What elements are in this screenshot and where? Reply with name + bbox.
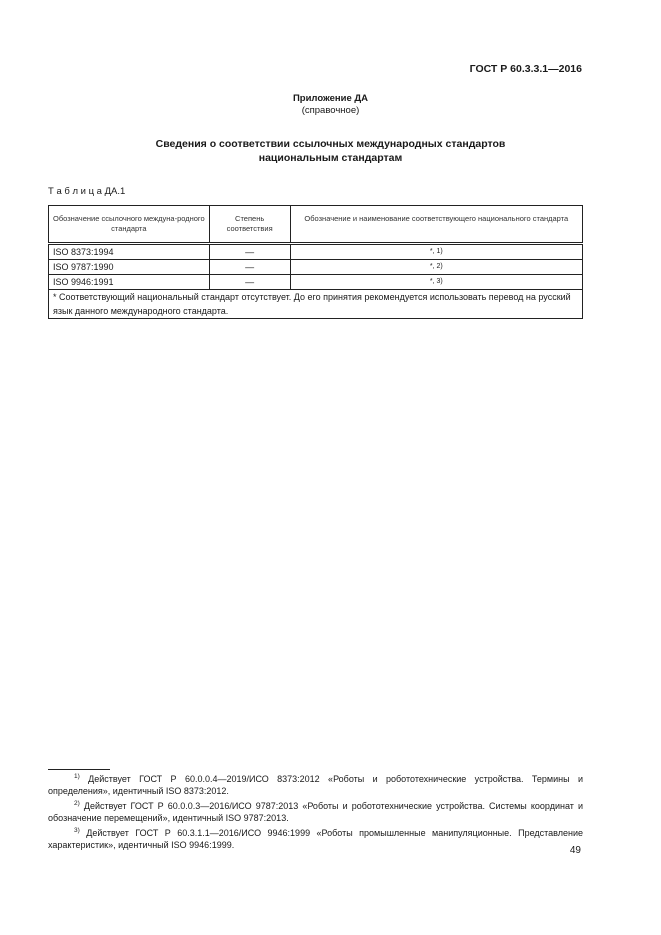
table-footnote-row (49, 290, 583, 319)
page-number: 49 (569, 845, 581, 856)
section-title-line1: Сведения о соответствии ссылочных международных стандартов (155, 138, 506, 150)
table-footnote: * Соответствующий национальный стандарт отсутствует. До его принятия рекомендуется использовать перевод на русский язык данного международного стандарта. (49, 290, 583, 319)
table-row (49, 244, 583, 260)
section-title (0, 137, 661, 165)
footnote-item (48, 771, 583, 797)
footnote-mark: 3) (74, 827, 80, 834)
header-degree: Степень соответствия (209, 206, 290, 244)
cell-national: *, 3) (290, 275, 582, 290)
cell-national: *, 2) (290, 260, 582, 275)
footnote-item (48, 825, 583, 851)
document-code: ГОСТ Р 60.3.3.1—2016 (469, 63, 582, 75)
footnote-text: Действует ГОСТ Р 60.3.1.1—2016/ИСО 9946:1999 «Роботы промышленные манипуляционные. Представление характеристик», идентичный ISO 9946:1999. (48, 828, 583, 850)
cell-standard: ISO 9946:1991 (49, 275, 210, 290)
footnotes (48, 771, 583, 852)
table-row (49, 275, 583, 290)
header-international-standard: Обозначение ссылочного междуна-родного стандарта (49, 206, 210, 244)
annex-title: Приложение ДА (292, 93, 369, 104)
cell-degree: — (209, 260, 290, 275)
header-national-standard: Обозначение и наименование соответствующего национального стандарта (290, 206, 582, 244)
table-header-row (49, 206, 583, 244)
cell-standard: ISO 8373:1994 (49, 244, 210, 260)
table-row (49, 260, 583, 275)
footnote-text: Действует ГОСТ Р 60.0.0.3—2016/ИСО 9787:2013 «Роботы и робототехнические устройства. Системы координат и обозначение перемещений», идентичный ISO 9787:2013. (48, 801, 583, 823)
cell-national: *, 1) (290, 244, 582, 260)
footnote-mark: 2) (74, 800, 80, 807)
table-caption: Т а б л и ц а ДА.1 (48, 186, 126, 197)
section-title-line2: национальным стандартам (258, 152, 403, 164)
footnote-item (48, 798, 583, 824)
footnote-text: Действует ГОСТ Р 60.0.0.4—2019/ИСО 8373:2012 «Роботы и робототехнические устройства. Термины и определения», идентичный ISO 8373:2012. (48, 774, 583, 796)
standards-table (48, 205, 583, 319)
footnote-divider (48, 769, 110, 770)
annex-type: (справочное) (301, 105, 360, 116)
footnote-mark: 1) (74, 773, 80, 780)
cell-degree: — (209, 275, 290, 290)
cell-degree: — (209, 244, 290, 260)
cell-standard: ISO 9787:1990 (49, 260, 210, 275)
